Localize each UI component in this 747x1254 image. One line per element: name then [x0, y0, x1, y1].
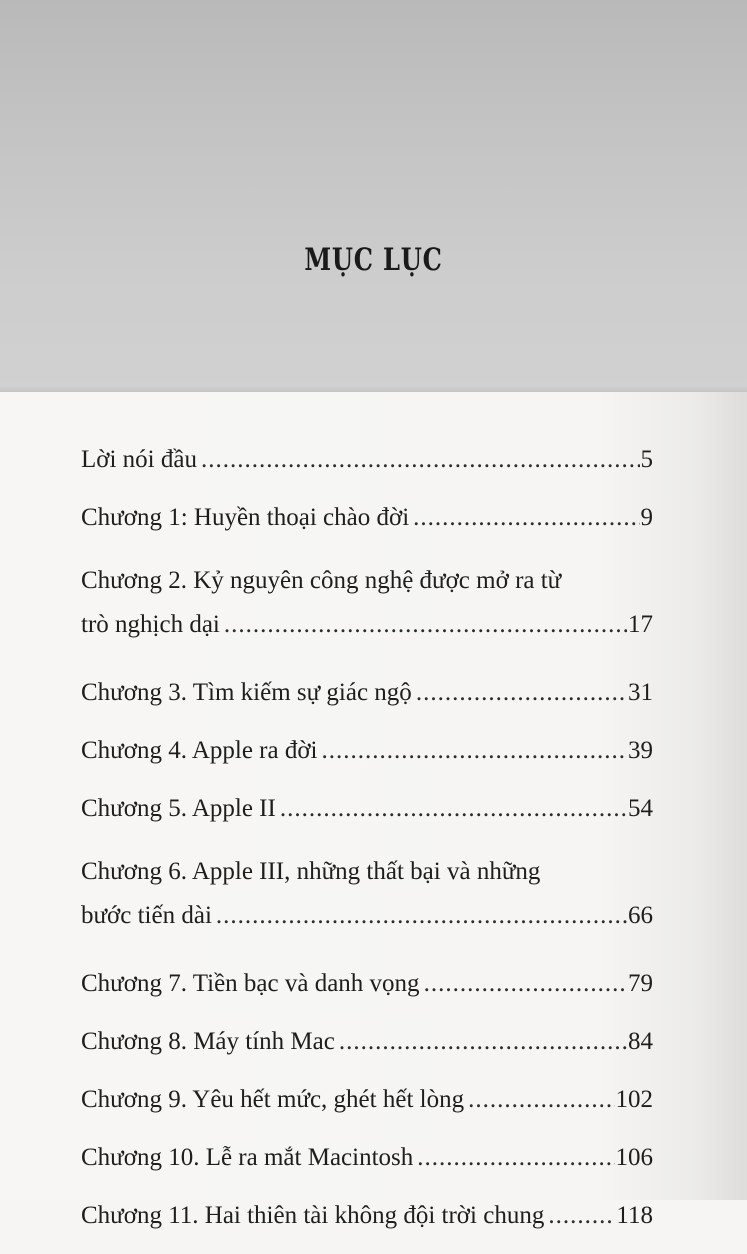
toc-page-number: 17 — [628, 611, 653, 638]
toc-entry-title-line1: Chương 6. Apple III, những thất bại và những — [81, 858, 541, 885]
toc-entry-title-line1: Chương 2. Kỷ nguyên công nghệ được mở ra từ — [81, 567, 562, 594]
toc-page-number: 66 — [628, 902, 653, 929]
toc-leader-dots — [216, 896, 627, 936]
toc-entry-chapter-1[interactable] — [81, 498, 653, 556]
toc-page-number: 79 — [628, 970, 653, 997]
toc-entry-title: Chương 1: Huyền thoại chào đời — [81, 504, 410, 531]
toc-entry-chapter-3[interactable] — [81, 673, 653, 731]
toc-entry-title: Lời nói đầu — [81, 446, 197, 473]
toc-leader-dots — [548, 1196, 615, 1236]
toc-entry-chapter-6[interactable] — [81, 847, 653, 964]
toc-entry-chapter-8[interactable] — [81, 1022, 653, 1080]
toc-entry-title: Chương 10. Lễ ra mắt Macintosh — [81, 1144, 414, 1171]
toc-entry-title: Chương 4. Apple ra đời — [81, 737, 318, 764]
toc-leader-dots — [201, 440, 640, 480]
toc-leader-dots — [468, 1080, 614, 1120]
toc-leader-dots — [416, 673, 627, 713]
table-of-contents — [81, 440, 653, 1254]
toc-leader-dots — [280, 789, 627, 829]
toc-entry-title: Chương 3. Tìm kiếm sự giác ngộ — [81, 679, 412, 706]
toc-entry-chapter-7[interactable] — [81, 964, 653, 1022]
toc-entry-chapter-11[interactable] — [81, 1196, 653, 1254]
toc-entry-chapter-5[interactable] — [81, 789, 653, 847]
toc-page-number: 31 — [628, 679, 653, 706]
toc-entry-title: Chương 8. Máy tính Mac — [81, 1028, 335, 1055]
toc-page-number: 9 — [640, 504, 653, 531]
toc-entry-chapter-4[interactable] — [81, 731, 653, 789]
toc-entry-chapter-9[interactable] — [81, 1080, 653, 1138]
toc-page-number: 102 — [615, 1086, 653, 1113]
page-title: MỤC LỤC — [304, 242, 443, 278]
toc-leader-dots — [322, 731, 628, 771]
toc-leader-dots — [417, 1138, 614, 1178]
toc-entry-title: Chương 7. Tiền bạc và danh vọng — [81, 970, 420, 997]
header-band — [0, 0, 747, 392]
toc-page-number: 5 — [640, 446, 653, 473]
toc-leader-dots — [413, 498, 639, 538]
toc-entry-title: bước tiến dài — [81, 902, 212, 929]
toc-leader-dots — [224, 605, 627, 645]
toc-page-number: 39 — [628, 737, 653, 764]
toc-entry-chapter-2[interactable] — [81, 556, 653, 673]
toc-entry-title: Chương 11. Hai thiên tài không đội trời chung — [81, 1202, 545, 1229]
toc-page-number: 118 — [616, 1202, 653, 1229]
toc-page-number: 54 — [628, 795, 653, 822]
toc-entry-preface[interactable] — [81, 440, 653, 498]
toc-leader-dots — [424, 964, 627, 1004]
toc-page-number: 106 — [615, 1144, 653, 1171]
toc-page-number: 84 — [628, 1028, 653, 1055]
toc-entry-title: Chương 5. Apple II — [81, 795, 276, 822]
toc-entry-chapter-10[interactable] — [81, 1138, 653, 1196]
toc-entry-title: Chương 9. Yêu hết mức, ghét hết lòng — [81, 1086, 465, 1113]
toc-entry-title: trò nghịch dại — [81, 611, 220, 638]
toc-leader-dots — [339, 1022, 627, 1062]
